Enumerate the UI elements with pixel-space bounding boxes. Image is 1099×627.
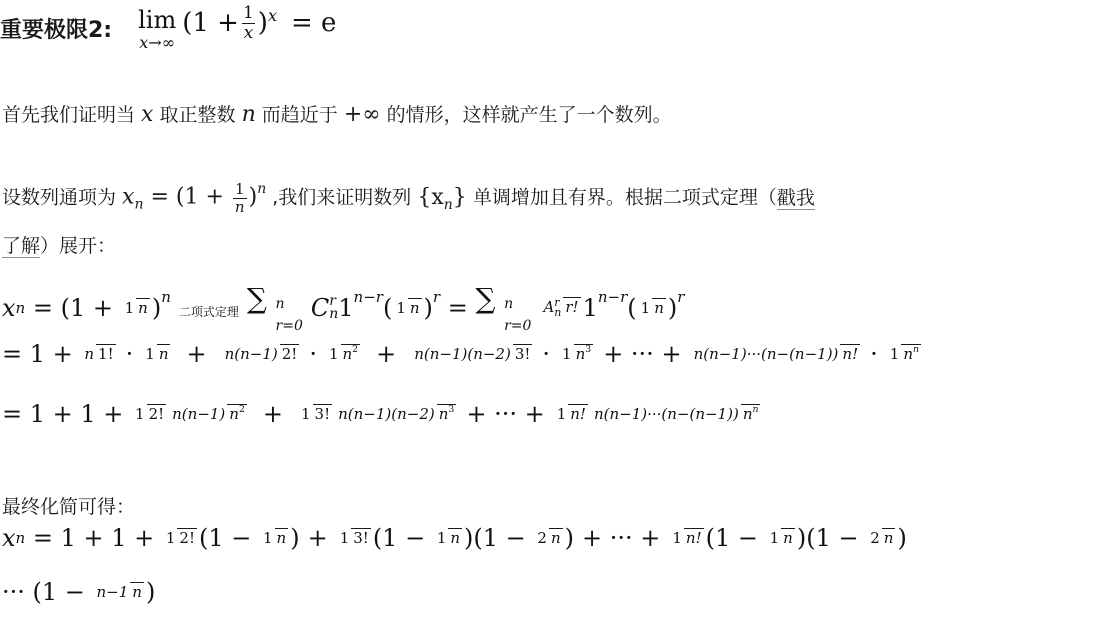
fraction: 1 n! <box>556 405 586 423</box>
fraction: n−1 n <box>96 583 142 601</box>
fraction: 2 n <box>537 529 561 547</box>
fraction: 1 n <box>396 298 420 317</box>
expansion-line-1: x n = (1 + 1 n ) n 二项式定理 ∑ n r=0 C r n 1 n−r ( 1 n ) r = ∑ n r=0 A r n r! 1 n−r ( 1 n ) r <box>2 282 685 334</box>
fraction: n(n−1)···(n−(n−1)) n! <box>693 345 859 363</box>
expansion-line-2: = 1 + n 1! · 1 n + n(n−1) 2! · 1 $n^2$ + n(n−1)(n−2) 3! · 1 $n^3$ + ··· + n(n−1)···(n−(n−1)) n! · 1 $n^n$ <box>2 340 919 368</box>
simplified-line-1: x n = 1 + 1 + 1 2! (1 − 1 n ) + 1 3! (1 − 1 n ) (1 − 2 n ) + ··· + 1 n! (1 − 1 n ) (1 − 2 n ) <box>2 524 907 552</box>
fraction: 1 3! <box>339 529 369 547</box>
fraction: 1 n <box>262 529 287 547</box>
fraction: 1 n <box>769 529 793 547</box>
fraction: 1 n <box>436 529 461 547</box>
sequence-paragraph: 设数列通项为 $x_n = (1$ + $\frac{1}{n}$ )$^n$ ,我们来证明数列 $\{x_n\}$ 单调增加且有界。根据二项式定理（戳我 了解）展开： <box>2 180 815 258</box>
simplified-line-2: ··· (1 − n−1 n ) <box>2 578 156 606</box>
lim-operator: lim x→∞ <box>138 6 177 52</box>
fraction: n 1! <box>84 345 114 363</box>
fraction: n(n−1) 2! <box>224 345 298 363</box>
expansion-line-3: = 1 + 1 + 1 2! n(n−1) $n^2$ + 1 3! n(n−1)(n−2) $n^3$ + ··· + 1 n! n(n−1)···(n−(n−1)) $n^n$ <box>2 400 759 428</box>
fraction: 1 2! <box>135 405 165 423</box>
binomial-theorem-link-cont[interactable]: 了解 <box>2 235 41 258</box>
fraction: $\frac{1}{n}$ <box>234 180 245 216</box>
sum-operator: ∑ n r=0 <box>475 282 532 334</box>
fraction: n(n−1)(n−2) 3! <box>414 345 531 363</box>
fraction: 2 n <box>870 529 894 547</box>
fraction: 1 $n^3$ <box>562 344 592 363</box>
fraction: n(n−1)···(n−(n−1)) $n^n$ <box>593 404 759 423</box>
fraction: 1 3! <box>300 405 331 423</box>
fraction: 1 n! <box>672 529 702 547</box>
fraction: 1 2! <box>165 529 195 547</box>
simplify-paragraph: 最终化简可得： <box>2 496 136 518</box>
section-heading <box>0 3 337 58</box>
fraction: 1 $n^2$ <box>328 344 359 363</box>
fraction: 1 n <box>124 298 148 317</box>
fraction: $\frac{1}{x}$ <box>242 3 254 43</box>
fraction: n(n−1)(n−2) $n^3$ <box>338 404 455 423</box>
fraction: 1 n <box>640 298 664 317</box>
fraction: A r n r! <box>543 295 579 319</box>
intro-paragraph: 首先我们证明当 x 取正整数 n 而趋近于 +∞ 的情形，这样就产生了一个数列。 <box>2 102 672 127</box>
binomial-theorem-link[interactable]: 戳我 <box>776 186 815 209</box>
binomial-equals-sign: 二项式定理 <box>178 304 239 319</box>
fraction: n(n−1) $n^2$ <box>172 404 245 423</box>
fraction: 1 $n^n$ <box>889 344 919 363</box>
heading-formula: lim x→∞ (1 + $\frac{1}{x}$ ) x = e <box>138 3 337 52</box>
heading-title: 重要极限2: <box>0 18 113 43</box>
fraction: 1 n <box>145 345 169 363</box>
sum-operator: ∑ n r=0 <box>246 282 303 334</box>
